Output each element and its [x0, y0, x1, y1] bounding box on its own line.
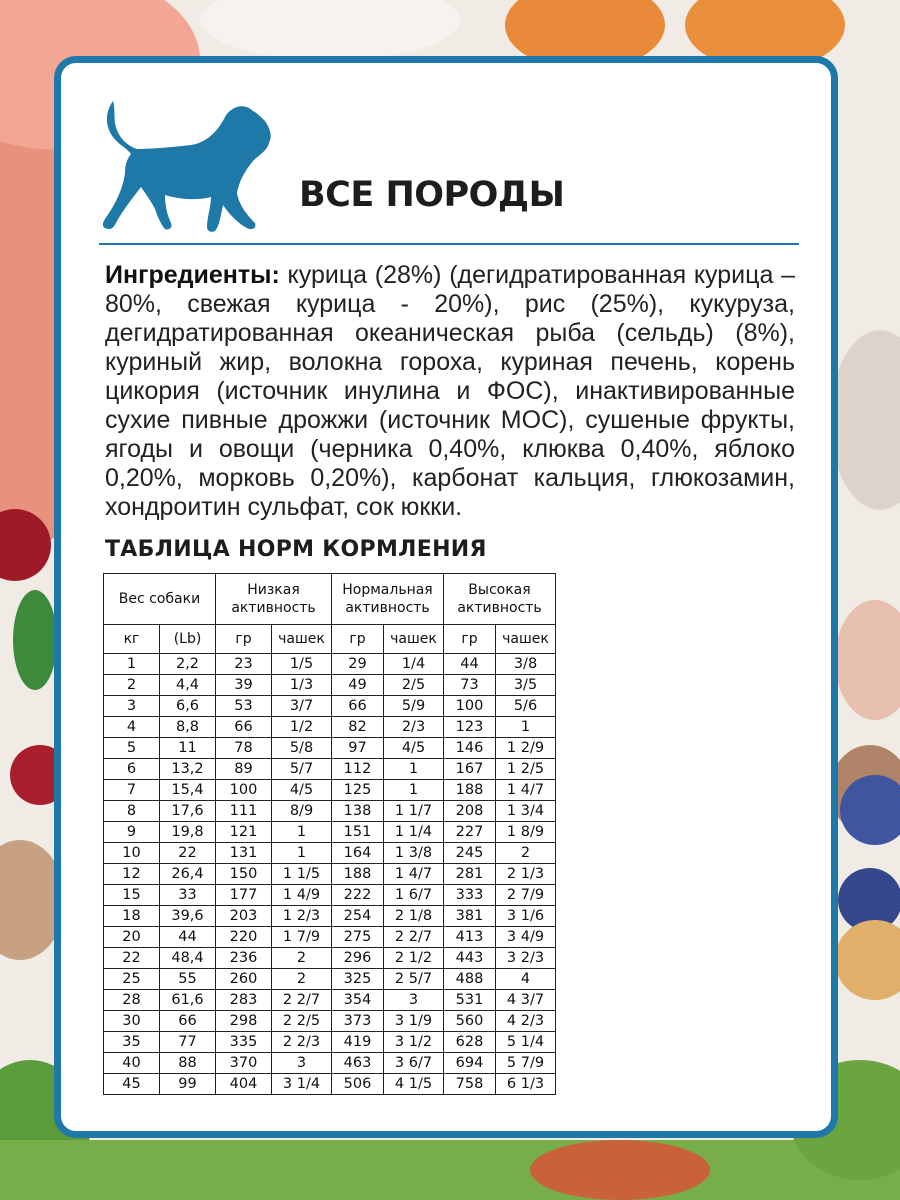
table-cell: 203	[216, 906, 272, 927]
table-cell: 1	[384, 759, 444, 780]
table-cell: 1 3/4	[496, 801, 556, 822]
table-cell: 2	[104, 675, 160, 696]
unit-header: чашек	[384, 625, 444, 654]
product-info-card	[54, 56, 838, 1138]
table-cell: 3/5	[496, 675, 556, 696]
feeding-table-unit-header	[104, 625, 556, 654]
table-cell: 2 5/7	[384, 969, 444, 990]
table-cell: 2/3	[384, 717, 444, 738]
table-cell: 443	[444, 948, 496, 969]
table-cell: 28	[104, 990, 160, 1011]
ingredients-label: Ингредиенты:	[105, 261, 280, 289]
unit-header: кг	[104, 625, 160, 654]
table-cell: 40	[104, 1053, 160, 1074]
table-cell: 296	[332, 948, 384, 969]
table-cell: 53	[216, 696, 272, 717]
header-dog-weight: Вес собаки	[104, 574, 216, 625]
table-cell: 2/5	[384, 675, 444, 696]
table-cell: 55	[160, 969, 216, 990]
dog-silhouette-icon	[99, 97, 279, 241]
table-cell: 488	[444, 969, 496, 990]
table-cell: 370	[216, 1053, 272, 1074]
table-cell: 2 1/8	[384, 906, 444, 927]
table-cell: 1/5	[272, 654, 332, 675]
table-cell: 125	[332, 780, 384, 801]
feeding-table-title: ТАБЛИЦА НОРМ КОРМЛЕНИЯ	[105, 537, 487, 562]
table-cell: 39	[216, 675, 272, 696]
header-high-activity: Высокая активность	[444, 574, 556, 625]
table-cell: 275	[332, 927, 384, 948]
table-cell: 2	[496, 843, 556, 864]
table-cell: 373	[332, 1011, 384, 1032]
table-cell: 2 2/5	[272, 1011, 332, 1032]
table-cell: 3 1/4	[272, 1074, 332, 1095]
table-cell: 123	[444, 717, 496, 738]
title-divider	[99, 243, 799, 245]
table-cell: 89	[216, 759, 272, 780]
unit-header: гр	[216, 625, 272, 654]
table-cell: 6,6	[160, 696, 216, 717]
table-cell: 73	[444, 675, 496, 696]
table-row	[104, 885, 556, 906]
table-cell: 88	[160, 1053, 216, 1074]
table-cell: 39,6	[160, 906, 216, 927]
table-cell: 7	[104, 780, 160, 801]
table-cell: 1	[272, 843, 332, 864]
table-row	[104, 801, 556, 822]
table-cell: 220	[216, 927, 272, 948]
feeding-table	[103, 573, 556, 1095]
table-cell: 20	[104, 927, 160, 948]
table-row	[104, 822, 556, 843]
table-cell: 245	[444, 843, 496, 864]
table-cell: 66	[160, 1011, 216, 1032]
table-cell: 15	[104, 885, 160, 906]
table-cell: 1 4/7	[496, 780, 556, 801]
table-cell: 100	[444, 696, 496, 717]
table-cell: 164	[332, 843, 384, 864]
table-row	[104, 759, 556, 780]
table-row	[104, 969, 556, 990]
table-cell: 45	[104, 1074, 160, 1095]
table-cell: 26,4	[160, 864, 216, 885]
table-cell: 151	[332, 822, 384, 843]
table-cell: 3	[272, 1053, 332, 1074]
table-cell: 188	[332, 864, 384, 885]
table-cell: 177	[216, 885, 272, 906]
table-cell: 1/2	[272, 717, 332, 738]
ingredients-text: курица (28%) (дегидратированная курица – 80%, свежая курица - 20%), рис (25%), кукуруза, дегидратированная океаническая рыба (сельдь) (8%), куриный жир, волокна гороха, куриная печень, корень цикория (источник инулина и ФОС), инактивированные сухие пивные дрожжи (источник МОС), сушеные фрукты, ягоды и овощи (черника 0,40%, клюква 0,40%, яблоко 0,20%, морковь 0,20%), карбонат кальция, глюкозамин, хондроитин сульфат, сок юкки.	[105, 261, 795, 521]
table-row	[104, 738, 556, 759]
table-cell: 13,2	[160, 759, 216, 780]
table-cell: 2	[272, 948, 332, 969]
table-cell: 531	[444, 990, 496, 1011]
table-cell: 8	[104, 801, 160, 822]
table-cell: 5/6	[496, 696, 556, 717]
table-cell: 1/4	[384, 654, 444, 675]
table-cell: 3 4/9	[496, 927, 556, 948]
table-cell: 1 4/7	[384, 864, 444, 885]
table-cell: 188	[444, 780, 496, 801]
table-cell: 48,4	[160, 948, 216, 969]
table-row	[104, 948, 556, 969]
table-cell: 254	[332, 906, 384, 927]
table-cell: 2 2/3	[272, 1032, 332, 1053]
table-cell: 2 1/2	[384, 948, 444, 969]
table-cell: 3 1/9	[384, 1011, 444, 1032]
table-cell: 1 3/8	[384, 843, 444, 864]
table-cell: 3	[104, 696, 160, 717]
table-row	[104, 990, 556, 1011]
table-cell: 8,8	[160, 717, 216, 738]
table-cell: 12	[104, 864, 160, 885]
table-cell: 1	[384, 780, 444, 801]
table-cell: 3 1/6	[496, 906, 556, 927]
table-cell: 298	[216, 1011, 272, 1032]
table-cell: 4 1/5	[384, 1074, 444, 1095]
table-cell: 3 1/2	[384, 1032, 444, 1053]
table-cell: 419	[332, 1032, 384, 1053]
table-cell: 121	[216, 822, 272, 843]
header-low-activity: Низкая активность	[216, 574, 332, 625]
table-row	[104, 1053, 556, 1074]
table-cell: 4	[104, 717, 160, 738]
table-cell: 5/7	[272, 759, 332, 780]
table-cell: 131	[216, 843, 272, 864]
table-cell: 2 1/3	[496, 864, 556, 885]
table-cell: 4 2/3	[496, 1011, 556, 1032]
table-cell: 1 1/5	[272, 864, 332, 885]
unit-header: гр	[444, 625, 496, 654]
table-cell: 3 6/7	[384, 1053, 444, 1074]
table-cell: 61,6	[160, 990, 216, 1011]
table-cell: 138	[332, 801, 384, 822]
table-cell: 4/5	[272, 780, 332, 801]
table-cell: 236	[216, 948, 272, 969]
unit-header: чашек	[496, 625, 556, 654]
table-cell: 18	[104, 906, 160, 927]
table-cell: 10	[104, 843, 160, 864]
table-cell: 11	[160, 738, 216, 759]
table-cell: 5/8	[272, 738, 332, 759]
table-cell: 4/5	[384, 738, 444, 759]
table-cell: 33	[160, 885, 216, 906]
table-cell: 1	[496, 717, 556, 738]
unit-header: гр	[332, 625, 384, 654]
table-row	[104, 1032, 556, 1053]
table-cell: 1/3	[272, 675, 332, 696]
table-row	[104, 864, 556, 885]
table-cell: 44	[160, 927, 216, 948]
table-cell: 44	[444, 654, 496, 675]
table-cell: 208	[444, 801, 496, 822]
table-cell: 2,2	[160, 654, 216, 675]
table-cell: 78	[216, 738, 272, 759]
table-cell: 9	[104, 822, 160, 843]
table-cell: 8/9	[272, 801, 332, 822]
table-cell: 506	[332, 1074, 384, 1095]
table-cell: 463	[332, 1053, 384, 1074]
table-cell: 2 2/7	[384, 927, 444, 948]
table-cell: 404	[216, 1074, 272, 1095]
table-cell: 25	[104, 969, 160, 990]
table-cell: 4 3/7	[496, 990, 556, 1011]
table-cell: 4	[496, 969, 556, 990]
feeding-table-group-header	[104, 574, 556, 625]
unit-header: (Lb)	[160, 625, 216, 654]
table-cell: 2 7/9	[496, 885, 556, 906]
table-cell: 325	[332, 969, 384, 990]
table-cell: 99	[160, 1074, 216, 1095]
table-cell: 2	[272, 969, 332, 990]
table-cell: 413	[444, 927, 496, 948]
table-cell: 3	[384, 990, 444, 1011]
table-cell: 2 2/7	[272, 990, 332, 1011]
table-cell: 1	[272, 822, 332, 843]
table-cell: 22	[160, 843, 216, 864]
table-cell: 3 2/3	[496, 948, 556, 969]
table-cell: 281	[444, 864, 496, 885]
table-cell: 6	[104, 759, 160, 780]
header-normal-activity: Нормальная активность	[332, 574, 444, 625]
table-cell: 66	[332, 696, 384, 717]
page-title: ВСЕ ПОРОДЫ	[299, 175, 565, 215]
table-cell: 354	[332, 990, 384, 1011]
table-cell: 694	[444, 1053, 496, 1074]
table-cell: 1 1/4	[384, 822, 444, 843]
table-cell: 1 2/5	[496, 759, 556, 780]
table-cell: 49	[332, 675, 384, 696]
table-row	[104, 675, 556, 696]
table-cell: 3/7	[272, 696, 332, 717]
table-cell: 1 7/9	[272, 927, 332, 948]
table-row	[104, 927, 556, 948]
table-cell: 4,4	[160, 675, 216, 696]
table-cell: 19,8	[160, 822, 216, 843]
table-cell: 66	[216, 717, 272, 738]
table-cell: 1 4/9	[272, 885, 332, 906]
table-cell: 5 7/9	[496, 1053, 556, 1074]
table-cell: 1 2/9	[496, 738, 556, 759]
ingredients-paragraph	[105, 261, 795, 522]
table-row	[104, 906, 556, 927]
table-cell: 112	[332, 759, 384, 780]
table-cell: 6 1/3	[496, 1074, 556, 1095]
table-row	[104, 696, 556, 717]
table-cell: 335	[216, 1032, 272, 1053]
table-cell: 150	[216, 864, 272, 885]
table-cell: 5/9	[384, 696, 444, 717]
table-cell: 1 2/3	[272, 906, 332, 927]
table-cell: 111	[216, 801, 272, 822]
table-cell: 260	[216, 969, 272, 990]
table-cell: 15,4	[160, 780, 216, 801]
table-cell: 100	[216, 780, 272, 801]
table-cell: 222	[332, 885, 384, 906]
table-cell: 23	[216, 654, 272, 675]
table-cell: 1 1/7	[384, 801, 444, 822]
table-cell: 3/8	[496, 654, 556, 675]
table-cell: 560	[444, 1011, 496, 1032]
table-cell: 77	[160, 1032, 216, 1053]
table-cell: 146	[444, 738, 496, 759]
table-cell: 35	[104, 1032, 160, 1053]
unit-header: чашек	[272, 625, 332, 654]
table-cell: 22	[104, 948, 160, 969]
table-cell: 82	[332, 717, 384, 738]
table-cell: 758	[444, 1074, 496, 1095]
table-cell: 1 8/9	[496, 822, 556, 843]
table-row	[104, 780, 556, 801]
table-cell: 97	[332, 738, 384, 759]
table-row	[104, 843, 556, 864]
table-row	[104, 717, 556, 738]
table-cell: 30	[104, 1011, 160, 1032]
table-cell: 5 1/4	[496, 1032, 556, 1053]
table-cell: 381	[444, 906, 496, 927]
table-cell: 29	[332, 654, 384, 675]
table-row	[104, 1011, 556, 1032]
table-cell: 167	[444, 759, 496, 780]
table-cell: 283	[216, 990, 272, 1011]
table-cell: 1	[104, 654, 160, 675]
table-row	[104, 1074, 556, 1095]
table-cell: 5	[104, 738, 160, 759]
table-cell: 1 6/7	[384, 885, 444, 906]
table-row	[104, 654, 556, 675]
table-cell: 227	[444, 822, 496, 843]
feeding-table-body	[104, 654, 556, 1095]
table-cell: 628	[444, 1032, 496, 1053]
table-cell: 17,6	[160, 801, 216, 822]
table-cell: 333	[444, 885, 496, 906]
